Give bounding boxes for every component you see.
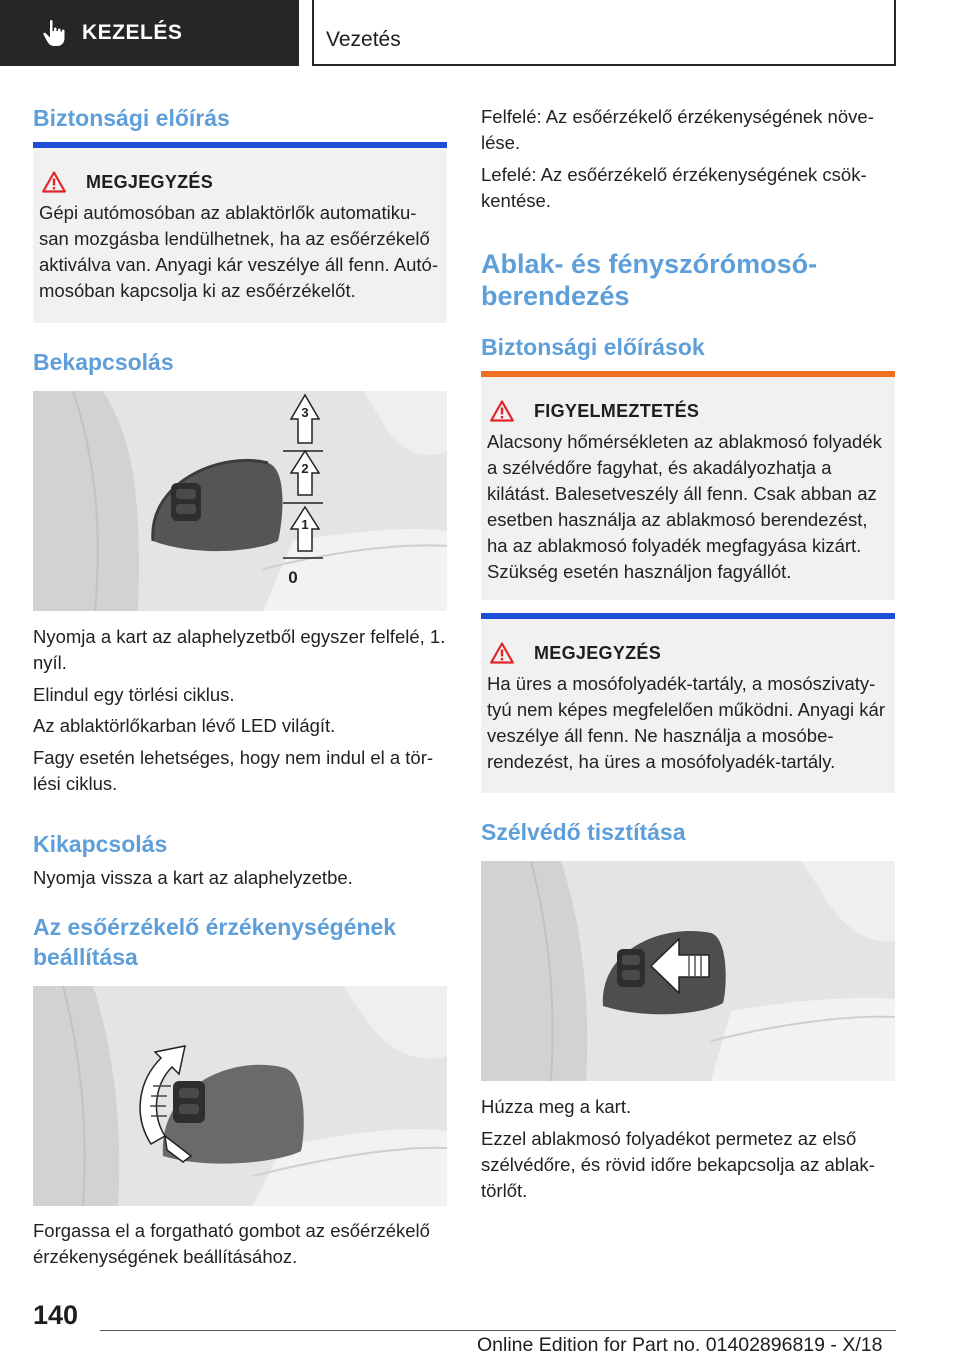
heading-switch-on: Bekapcsolás: [33, 349, 174, 375]
note-title: MEGJEGYZÉS: [86, 171, 214, 192]
chapter-tab[interactable]: [0, 0, 299, 66]
heading-windshield-cleaning: Szélvédő tisztítása: [481, 819, 686, 845]
para-on-1: Nyomja a kart az alaphelyzetből egyszer felfelé, 1. nyíl.: [33, 626, 446, 673]
fig1-label-0: 0: [288, 568, 298, 587]
note-box-car-wash: [33, 142, 447, 323]
figure-wiper-stalk-positions: [33, 391, 447, 611]
para-on-3: Az ablaktörlőkarban lévő LED világít.: [33, 715, 336, 736]
heading-sensitivity-1: Az esőérzékelő érzékenységének: [33, 914, 397, 940]
heading-safety-2: Biztonsági előírások: [481, 334, 705, 360]
hand-pointer-icon: [42, 19, 68, 47]
para-off: Nyomja vissza a kart az alaphelyzetbe.: [33, 867, 353, 888]
para-down: Lefelé: Az esőérzékelő érzékenységének csökkentése.: [481, 164, 867, 211]
para-clean-1: Húzza meg a kart.: [481, 1096, 632, 1117]
section-title: Vezetés: [326, 28, 401, 51]
footer-edition: Online Edition for Part no. 01402896819 - X/18: [477, 1334, 883, 1356]
warning-box-freezing: [481, 371, 895, 600]
fig1-label-3: 3: [301, 405, 309, 420]
warning-triangle-icon: [42, 171, 66, 193]
section-header-box: [312, 0, 896, 66]
fig1-label-2: 2: [301, 461, 309, 476]
heading-sensitivity-2: beállítása: [33, 944, 138, 970]
note-title: MEGJEGYZÉS: [534, 642, 662, 663]
figure-sensitivity-knob: [33, 986, 447, 1206]
para-sensitivity: Forgassa el a forgatható gombot az esőérzékelő érzékenységének beállításához.: [33, 1220, 430, 1267]
warning-body: Alacsony hőmérsékleten az ablakmosó folyadék a szélvédőre fagyhat, és akadályozhatja a kilátást. Balesetveszély áll fenn. Csak abban az esetben használja az ablakmosó berendezést, ha az ablakmosó folyadék megfagyása kizárt. Szükség esetén használjon fagyállót.: [487, 431, 882, 582]
heading-switch-off: Kikapcsolás: [33, 831, 168, 857]
chapter-tab-label: KEZELÉS: [82, 21, 183, 44]
para-up: Felfelé: Az esőérzékelő érzékenységének növelése.: [481, 106, 874, 153]
heading-washer-1: Ablak- és fényszórómosó-: [481, 249, 818, 279]
warning-triangle-icon: [490, 642, 514, 664]
warning-bar: [481, 371, 895, 377]
para-on-2: Elindul egy törlési ciklus.: [33, 684, 235, 705]
heading-safety: Biztonsági előírás: [33, 105, 230, 131]
note-body: Gépi autómosóban az ablaktörlők automatikusan mozgásba lendülhetnek, ha az esőérzékelő aktiválva van. Anyagi kár veszélye áll fenn. Autómosóban kapcsolja ki az esőérzékelőt.: [39, 202, 439, 301]
para-clean-2: Ezzel ablakmosó folyadékot permetez az első szélvédőre, és rövid időre bekapcsolja az ablaktörlőt.: [481, 1128, 875, 1201]
page-number: 140: [33, 1300, 79, 1330]
note-body: Ha üres a mosófolyadék-tartály, a mosószivatytyú nem képes megfelelően működni. Anyagi kár veszélye áll fenn. Ne használja a mosóberendezést, ha üres a mosófolyadék-tartály.: [487, 673, 885, 772]
warning-title: FIGYELMEZTETÉS: [534, 400, 700, 421]
warning-triangle-icon: [490, 400, 514, 422]
footer-divider: [100, 1330, 896, 1331]
fig1-label-1: 1: [301, 517, 309, 532]
heading-washer-2: berendezés: [481, 281, 630, 311]
figure-pull-stalk: [481, 861, 895, 1081]
note-bar: [481, 613, 895, 619]
note-bar: [33, 142, 447, 148]
para-on-4: Fagy esetén lehetséges, hogy nem indul el a törlési ciklus.: [33, 747, 434, 794]
note-box-empty-tank: [481, 613, 895, 793]
